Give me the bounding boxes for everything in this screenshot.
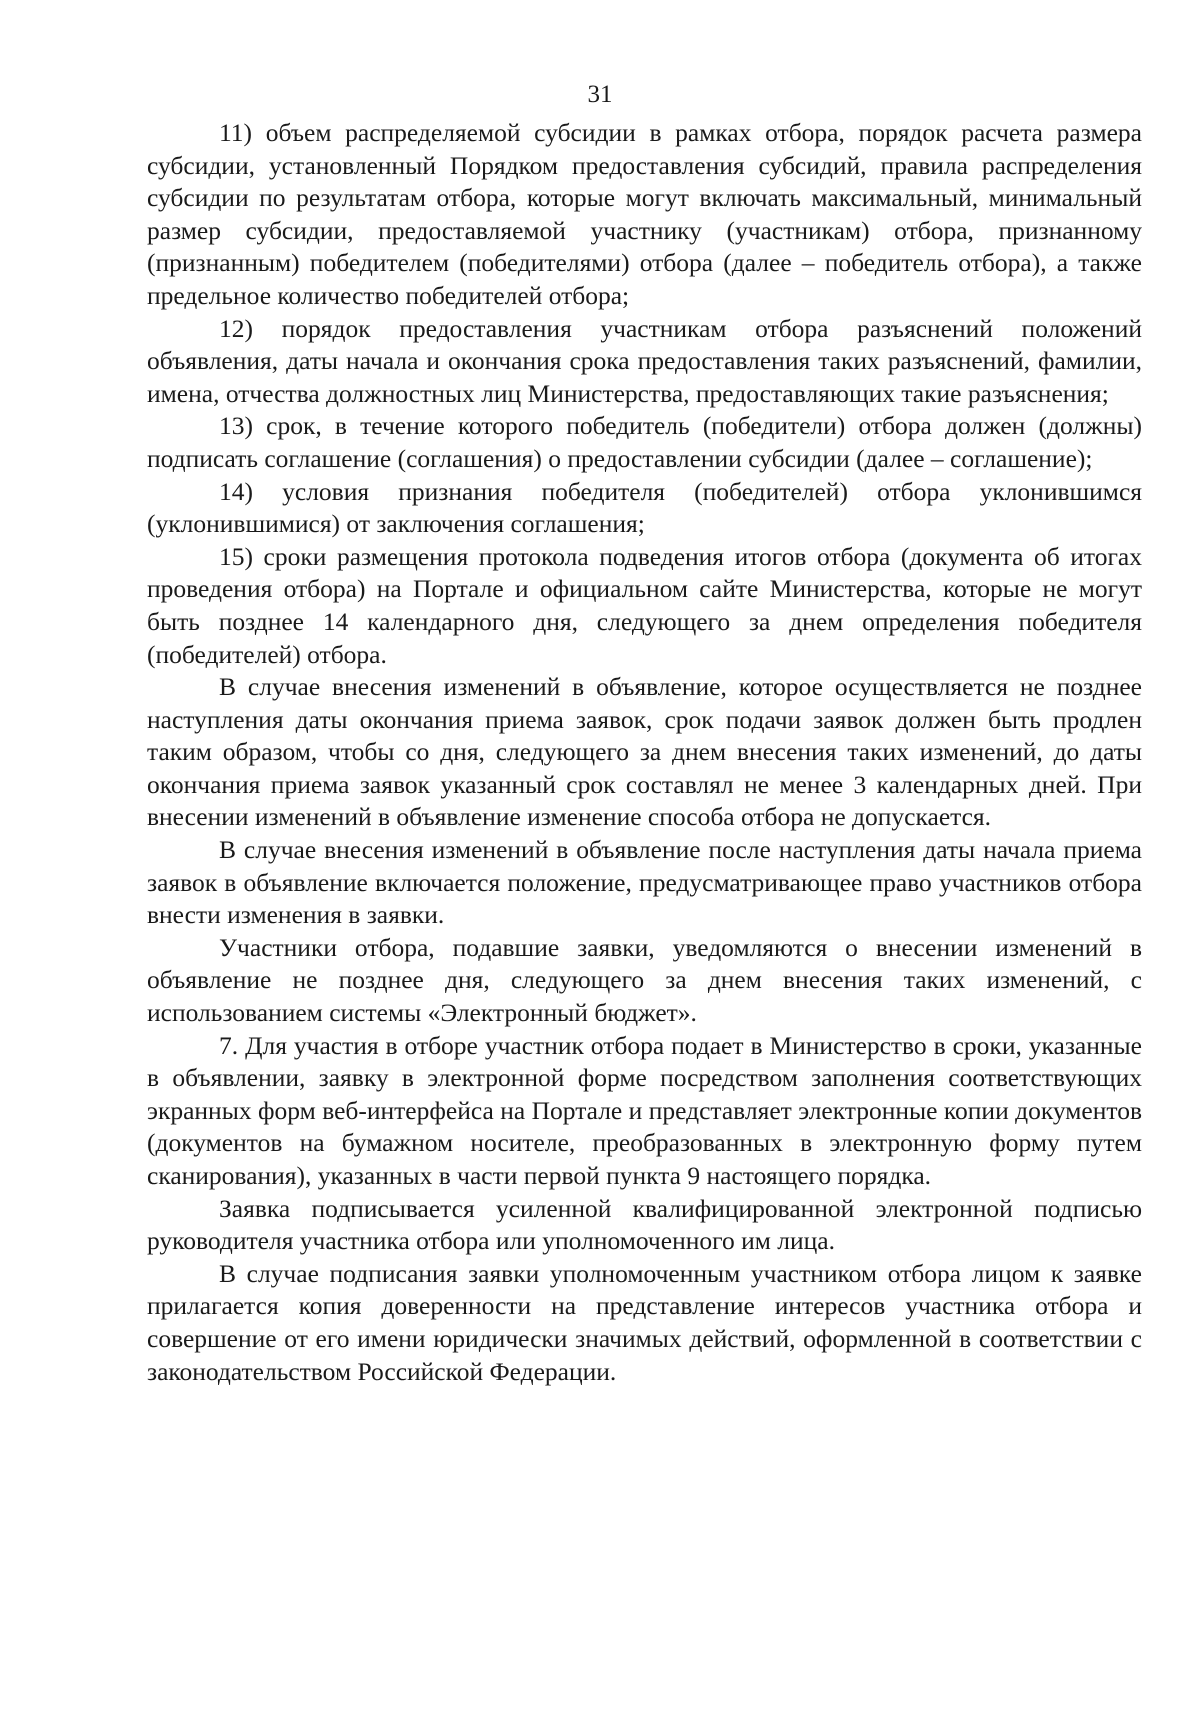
- paragraph-changes-before-deadline: В случае внесения изменений в объявление, которое осуществляется не позднее наступления даты окончания приема заявок, срок подачи заявок должен быть продлен таким образом, чтобы со дня, следующего за днем внесения таких изменений, до даты окончания приема заявок указанный срок составлял не менее 3 календарных дней. При внесении изменений в объявление изменение способа отбора не допускается.: [147, 672, 1142, 832]
- paragraph-power-of-attorney: В случае подписания заявки уполномоченным участником отбора лицом к заявке прилагается копия доверенности на представление интересов участника отбора и совершение от его имени юридически значимых действий, оформленной в соответствии с законодательством Российской Федерации.: [147, 1258, 1142, 1386]
- paragraph-item-14: 14) условия признания победителя (победителей) отбора уклонившимся (уклонившимися) от заключения соглашения;: [147, 476, 1142, 539]
- paragraph-item-12: 12) порядок предоставления участникам отбора разъяснений положений объявления, даты начала и окончания срока предоставления таких разъяснений, фамилии, имена, отчества должностных лиц Министерства, предоставляющих такие разъяснения;: [147, 313, 1142, 408]
- paragraph-item-11: 11) объем распределяемой субсидии в рамках отбора, порядок расчета размера субсидии, установленный Порядком предоставления субсидий, правила распределения субсидии по результатам отбора, которые могут включать максимальный, минимальный размер субсидии, предоставляемой участнику (участникам) отбора, признанному (признанным) победителем (победителями) отбора (далее – победитель отбора), а также предельное количество победителей отбора;: [147, 118, 1142, 310]
- paragraph-item-15: 15) сроки размещения протокола подведения итогов отбора (документа об итогах проведения отбора) на Портале и официальном сайте Министерства, которые не могут быть позднее 14 календарного дня, следующего за днем определения победителя (победителей) отбора.: [147, 541, 1142, 669]
- document-body: [147, 117, 1142, 1388]
- paragraph-section-7: 7. Для участия в отборе участник отбора подает в Министерство в сроки, указанные в объявлении, заявку в электронной форме посредством заполнения соответствующих экранных форм веб-интерфейса на Портале и представляет электронные копии документов (документов на бумажном носителе, преобразованных в электронную форму путем сканирования), указанных в части первой пункта 9 настоящего порядка.: [147, 1030, 1142, 1190]
- page-number: 31: [587, 81, 613, 108]
- paragraph-signature: Заявка подписывается усиленной квалифицированной электронной подписью руководителя участника отбора или уполномоченного им лица.: [147, 1193, 1142, 1256]
- paragraph-participant-notification: Участники отбора, подавшие заявки, уведомляются о внесении изменений в объявление не позднее дня, следующего за днем внесения таких изменений, с использованием системы «Электронный бюджет».: [147, 932, 1142, 1028]
- paragraph-changes-after-start: В случае внесения изменений в объявление после наступления даты начала приема заявок в объявление включается положение, предусматривающее право участников отбора внести изменения в заявки.: [147, 835, 1142, 930]
- paragraph-item-13: 13) срок, в течение которого победитель (победители) отбора должен (должны) подписать соглашение (соглашения) о предоставлении субсидии (далее – соглашение);: [147, 411, 1142, 473]
